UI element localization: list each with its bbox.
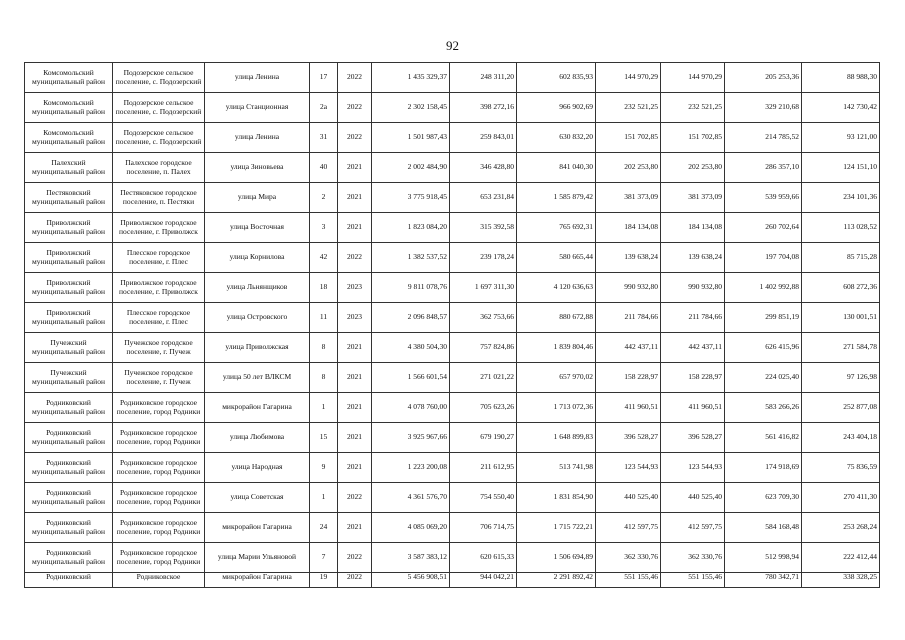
amount-cell: 144 970,29: [596, 63, 661, 93]
amount-cell: 679 190,27: [450, 423, 517, 453]
settlement-cell: Подозерское сельское поселение, с. Подозерский: [113, 93, 205, 123]
amount-cell: 602 835,93: [517, 63, 596, 93]
amount-cell: 780 342,71: [725, 573, 802, 588]
house-number-cell: 11: [310, 303, 338, 333]
amount-cell: 214 785,52: [725, 123, 802, 153]
settlement-cell: Плесское городское поселение, г. Плес: [113, 243, 205, 273]
amount-cell: 1 831 854,90: [517, 483, 596, 513]
amount-cell: 346 428,80: [450, 153, 517, 183]
amount-cell: 990 932,80: [661, 273, 725, 303]
street-cell: улица Советская: [205, 483, 310, 513]
street-cell: улица Восточная: [205, 213, 310, 243]
year-cell: 2021: [338, 513, 372, 543]
table-row: [25, 243, 880, 273]
settlement-cell: Родниковское городское поселение, город Родники: [113, 423, 205, 453]
total-cost-cell: 4 361 576,70: [372, 483, 450, 513]
amount-cell: 539 959,66: [725, 183, 802, 213]
street-cell: улица Ленина: [205, 63, 310, 93]
total-cost-cell: 2 002 484,90: [372, 153, 450, 183]
amount-cell: 271 584,78: [802, 333, 880, 363]
amount-cell: 551 155,46: [596, 573, 661, 588]
district-cell: Родниковский муниципальный район: [25, 513, 113, 543]
total-cost-cell: 1 223 200,08: [372, 453, 450, 483]
amount-cell: 1 713 072,36: [517, 393, 596, 423]
amount-cell: 202 253,80: [661, 153, 725, 183]
amount-cell: 174 918,69: [725, 453, 802, 483]
amount-cell: 232 521,25: [661, 93, 725, 123]
total-cost-cell: 1 501 987,43: [372, 123, 450, 153]
district-cell: Пестяковский муниципальный район: [25, 183, 113, 213]
district-cell: Комсомольский муниципальный район: [25, 93, 113, 123]
total-cost-cell: 2 096 848,57: [372, 303, 450, 333]
house-number-cell: 15: [310, 423, 338, 453]
amount-cell: 653 231,84: [450, 183, 517, 213]
amount-cell: 551 155,46: [661, 573, 725, 588]
amount-cell: 583 266,26: [725, 393, 802, 423]
year-cell: 2022: [338, 63, 372, 93]
house-number-cell: 40: [310, 153, 338, 183]
total-cost-cell: 4 078 760,00: [372, 393, 450, 423]
year-cell: 2022: [338, 243, 372, 273]
amount-cell: 396 528,27: [661, 423, 725, 453]
amount-cell: 260 702,64: [725, 213, 802, 243]
amount-cell: 130 001,51: [802, 303, 880, 333]
amount-cell: 243 404,18: [802, 423, 880, 453]
house-number-cell: 9: [310, 453, 338, 483]
amount-cell: 139 638,24: [661, 243, 725, 273]
amount-cell: 123 544,93: [661, 453, 725, 483]
page-number: 92: [446, 38, 459, 53]
amount-cell: 381 373,09: [661, 183, 725, 213]
amount-cell: 139 638,24: [596, 243, 661, 273]
amount-cell: 123 544,93: [596, 453, 661, 483]
house-number-cell: 24: [310, 513, 338, 543]
amount-cell: 396 528,27: [596, 423, 661, 453]
amount-cell: 512 998,94: [725, 543, 802, 573]
amount-cell: 362 330,76: [661, 543, 725, 573]
amount-cell: 765 692,31: [517, 213, 596, 243]
amount-cell: 93 121,00: [802, 123, 880, 153]
year-cell: 2023: [338, 273, 372, 303]
amount-cell: 88 988,30: [802, 63, 880, 93]
amount-cell: 1 715 722,21: [517, 513, 596, 543]
street-cell: улица Станционная: [205, 93, 310, 123]
amount-cell: 184 134,08: [661, 213, 725, 243]
total-cost-cell: 1 566 601,54: [372, 363, 450, 393]
amount-cell: 580 665,44: [517, 243, 596, 273]
settlement-cell: Палехское городское поселение, п. Палех: [113, 153, 205, 183]
year-cell: 2021: [338, 453, 372, 483]
amount-cell: 271 021,22: [450, 363, 517, 393]
amount-cell: 211 784,66: [596, 303, 661, 333]
amount-cell: 197 704,08: [725, 243, 802, 273]
settlement-cell: Плесское городское поселение, г. Плес: [113, 303, 205, 333]
total-cost-cell: 2 302 158,45: [372, 93, 450, 123]
house-number-cell: 7: [310, 543, 338, 573]
year-cell: 2022: [338, 483, 372, 513]
street-cell: микрорайон Гагарина: [205, 393, 310, 423]
amount-cell: 158 228,97: [661, 363, 725, 393]
total-cost-cell: 4 380 504,30: [372, 333, 450, 363]
amount-cell: 362 753,66: [450, 303, 517, 333]
table-row: [25, 153, 880, 183]
amount-cell: 990 932,80: [596, 273, 661, 303]
total-cost-cell: 3 775 918,45: [372, 183, 450, 213]
total-cost-cell: 1 823 084,20: [372, 213, 450, 243]
year-cell: 2021: [338, 393, 372, 423]
street-cell: улица Приволжская: [205, 333, 310, 363]
amount-cell: 411 960,51: [661, 393, 725, 423]
amount-cell: 584 168,48: [725, 513, 802, 543]
amount-cell: 232 521,25: [596, 93, 661, 123]
year-cell: 2022: [338, 543, 372, 573]
amount-cell: 411 960,51: [596, 393, 661, 423]
amount-cell: 222 412,44: [802, 543, 880, 573]
amount-cell: 142 730,42: [802, 93, 880, 123]
house-number-cell: 8: [310, 333, 338, 363]
amount-cell: 623 709,30: [725, 483, 802, 513]
settlement-cell: Родниковское городское поселение, город Родники: [113, 483, 205, 513]
amount-cell: 253 268,24: [802, 513, 880, 543]
house-number-cell: 2а: [310, 93, 338, 123]
house-number-cell: 1: [310, 393, 338, 423]
amount-cell: 113 028,52: [802, 213, 880, 243]
district-cell: Родниковский: [25, 573, 113, 588]
amount-cell: 224 025,40: [725, 363, 802, 393]
amount-cell: 151 702,85: [661, 123, 725, 153]
table-row: [25, 573, 880, 588]
street-cell: улица Островского: [205, 303, 310, 333]
amount-cell: 239 178,24: [450, 243, 517, 273]
amount-cell: 270 411,30: [802, 483, 880, 513]
house-number-cell: 3: [310, 213, 338, 243]
amount-cell: 362 330,76: [596, 543, 661, 573]
amount-cell: 412 597,75: [661, 513, 725, 543]
amount-cell: 705 623,26: [450, 393, 517, 423]
table-row: [25, 453, 880, 483]
district-cell: Приволжский муниципальный район: [25, 273, 113, 303]
settlement-cell: Родниковское городское поселение, город Родники: [113, 543, 205, 573]
amount-cell: 620 615,33: [450, 543, 517, 573]
year-cell: 2021: [338, 333, 372, 363]
year-cell: 2021: [338, 213, 372, 243]
amount-cell: 1 839 804,46: [517, 333, 596, 363]
amount-cell: 1 402 992,88: [725, 273, 802, 303]
amount-cell: 299 851,19: [725, 303, 802, 333]
settlement-cell: Родниковское городское поселение, город Родники: [113, 513, 205, 543]
street-cell: улица Мира: [205, 183, 310, 213]
year-cell: 2021: [338, 183, 372, 213]
house-number-cell: 1: [310, 483, 338, 513]
amount-cell: 248 311,20: [450, 63, 517, 93]
table-row: [25, 333, 880, 363]
total-cost-cell: 5 456 908,51: [372, 573, 450, 588]
amount-cell: 381 373,09: [596, 183, 661, 213]
amount-cell: 757 824,86: [450, 333, 517, 363]
district-cell: Пучежский муниципальный район: [25, 333, 113, 363]
house-number-cell: 2: [310, 183, 338, 213]
street-cell: улица Корнилова: [205, 243, 310, 273]
district-cell: Приволжский муниципальный район: [25, 303, 113, 333]
district-cell: Комсомольский муниципальный район: [25, 123, 113, 153]
total-cost-cell: 3 587 383,12: [372, 543, 450, 573]
amount-cell: 966 902,69: [517, 93, 596, 123]
table-row: [25, 513, 880, 543]
amount-cell: 329 210,68: [725, 93, 802, 123]
district-cell: Родниковский муниципальный район: [25, 423, 113, 453]
amount-cell: 75 836,59: [802, 453, 880, 483]
amount-cell: 184 134,08: [596, 213, 661, 243]
table-row: [25, 543, 880, 573]
settlement-cell: Пучежское городское поселение, г. Пучеж: [113, 333, 205, 363]
amount-cell: 442 437,11: [596, 333, 661, 363]
house-number-cell: 18: [310, 273, 338, 303]
total-cost-cell: 1 382 537,52: [372, 243, 450, 273]
amount-cell: 841 040,30: [517, 153, 596, 183]
street-cell: улица Зиновьева: [205, 153, 310, 183]
year-cell: 2021: [338, 153, 372, 183]
amount-cell: 1 585 879,42: [517, 183, 596, 213]
total-cost-cell: 9 811 078,76: [372, 273, 450, 303]
amount-cell: 234 101,36: [802, 183, 880, 213]
amount-cell: 626 415,96: [725, 333, 802, 363]
amount-cell: 398 272,16: [450, 93, 517, 123]
settlement-cell: Пестяковское городское поселение, п. Пестяки: [113, 183, 205, 213]
year-cell: 2021: [338, 423, 372, 453]
year-cell: 2021: [338, 363, 372, 393]
housing-registry-table: [24, 62, 880, 588]
year-cell: 2022: [338, 93, 372, 123]
street-cell: улица Народная: [205, 453, 310, 483]
table-body: [25, 63, 880, 588]
settlement-cell: Приволжское городское поселение, г. Приволжск: [113, 213, 205, 243]
settlement-cell: Родниковское городское поселение, город Родники: [113, 453, 205, 483]
district-cell: Пучежский муниципальный район: [25, 363, 113, 393]
amount-cell: 286 357,10: [725, 153, 802, 183]
amount-cell: 205 253,36: [725, 63, 802, 93]
amount-cell: 706 714,75: [450, 513, 517, 543]
district-cell: Приволжский муниципальный район: [25, 213, 113, 243]
amount-cell: 440 525,40: [596, 483, 661, 513]
table-row: [25, 123, 880, 153]
settlement-cell: Родниковское городское поселение, город Родники: [113, 393, 205, 423]
amount-cell: 608 272,36: [802, 273, 880, 303]
year-cell: 2022: [338, 573, 372, 588]
house-number-cell: 8: [310, 363, 338, 393]
amount-cell: 630 832,20: [517, 123, 596, 153]
amount-cell: 202 253,80: [596, 153, 661, 183]
district-cell: Родниковский муниципальный район: [25, 543, 113, 573]
street-cell: улица Марии Ульяновой: [205, 543, 310, 573]
street-cell: микрорайон Гагарина: [205, 513, 310, 543]
year-cell: 2023: [338, 303, 372, 333]
amount-cell: 1 648 899,83: [517, 423, 596, 453]
amount-cell: 259 843,01: [450, 123, 517, 153]
district-cell: Родниковский муниципальный район: [25, 483, 113, 513]
amount-cell: 754 550,40: [450, 483, 517, 513]
table-row: [25, 213, 880, 243]
amount-cell: 158 228,97: [596, 363, 661, 393]
house-number-cell: 31: [310, 123, 338, 153]
table-row: [25, 93, 880, 123]
street-cell: улица Льнянщиков: [205, 273, 310, 303]
amount-cell: 1 506 694,89: [517, 543, 596, 573]
amount-cell: 85 715,28: [802, 243, 880, 273]
amount-cell: 442 437,11: [661, 333, 725, 363]
total-cost-cell: 1 435 329,37: [372, 63, 450, 93]
amount-cell: 880 672,88: [517, 303, 596, 333]
house-number-cell: 17: [310, 63, 338, 93]
amount-cell: 338 328,25: [802, 573, 880, 588]
amount-cell: 412 597,75: [596, 513, 661, 543]
amount-cell: 4 120 636,63: [517, 273, 596, 303]
street-cell: улица Ленина: [205, 123, 310, 153]
table-row: [25, 483, 880, 513]
street-cell: улица 50 лет ВЛКСМ: [205, 363, 310, 393]
street-cell: улица Любимова: [205, 423, 310, 453]
house-number-cell: 42: [310, 243, 338, 273]
settlement-cell: Приволжское городское поселение, г. Приволжск: [113, 273, 205, 303]
amount-cell: 144 970,29: [661, 63, 725, 93]
settlement-cell: Подозерское сельское поселение, с. Подозерский: [113, 63, 205, 93]
amount-cell: 124 151,10: [802, 153, 880, 183]
amount-cell: 211 784,66: [661, 303, 725, 333]
amount-cell: 561 416,82: [725, 423, 802, 453]
amount-cell: 97 126,98: [802, 363, 880, 393]
total-cost-cell: 4 085 069,20: [372, 513, 450, 543]
settlement-cell: Родниковское: [113, 573, 205, 588]
table-row: [25, 273, 880, 303]
district-cell: Родниковский муниципальный район: [25, 393, 113, 423]
amount-cell: 440 525,40: [661, 483, 725, 513]
amount-cell: 151 702,85: [596, 123, 661, 153]
district-cell: Комсомольский муниципальный район: [25, 63, 113, 93]
table-row: [25, 363, 880, 393]
year-cell: 2022: [338, 123, 372, 153]
amount-cell: 315 392,58: [450, 213, 517, 243]
table-row: [25, 393, 880, 423]
district-cell: Родниковский муниципальный район: [25, 453, 113, 483]
amount-cell: 252 877,08: [802, 393, 880, 423]
district-cell: Палехский муниципальный район: [25, 153, 113, 183]
district-cell: Приволжский муниципальный район: [25, 243, 113, 273]
house-number-cell: 19: [310, 573, 338, 588]
amount-cell: 2 291 892,42: [517, 573, 596, 588]
table-row: [25, 63, 880, 93]
amount-cell: 657 970,02: [517, 363, 596, 393]
amount-cell: 1 697 311,30: [450, 273, 517, 303]
amount-cell: 944 042,21: [450, 573, 517, 588]
table-row: [25, 423, 880, 453]
table-row: [25, 183, 880, 213]
settlement-cell: Подозерское сельское поселение, с. Подозерский: [113, 123, 205, 153]
settlement-cell: Пучежское городское поселение, г. Пучеж: [113, 363, 205, 393]
amount-cell: 513 741,98: [517, 453, 596, 483]
amount-cell: 211 612,95: [450, 453, 517, 483]
street-cell: микрорайон Гагарина: [205, 573, 310, 588]
table-row: [25, 303, 880, 333]
total-cost-cell: 3 925 967,66: [372, 423, 450, 453]
